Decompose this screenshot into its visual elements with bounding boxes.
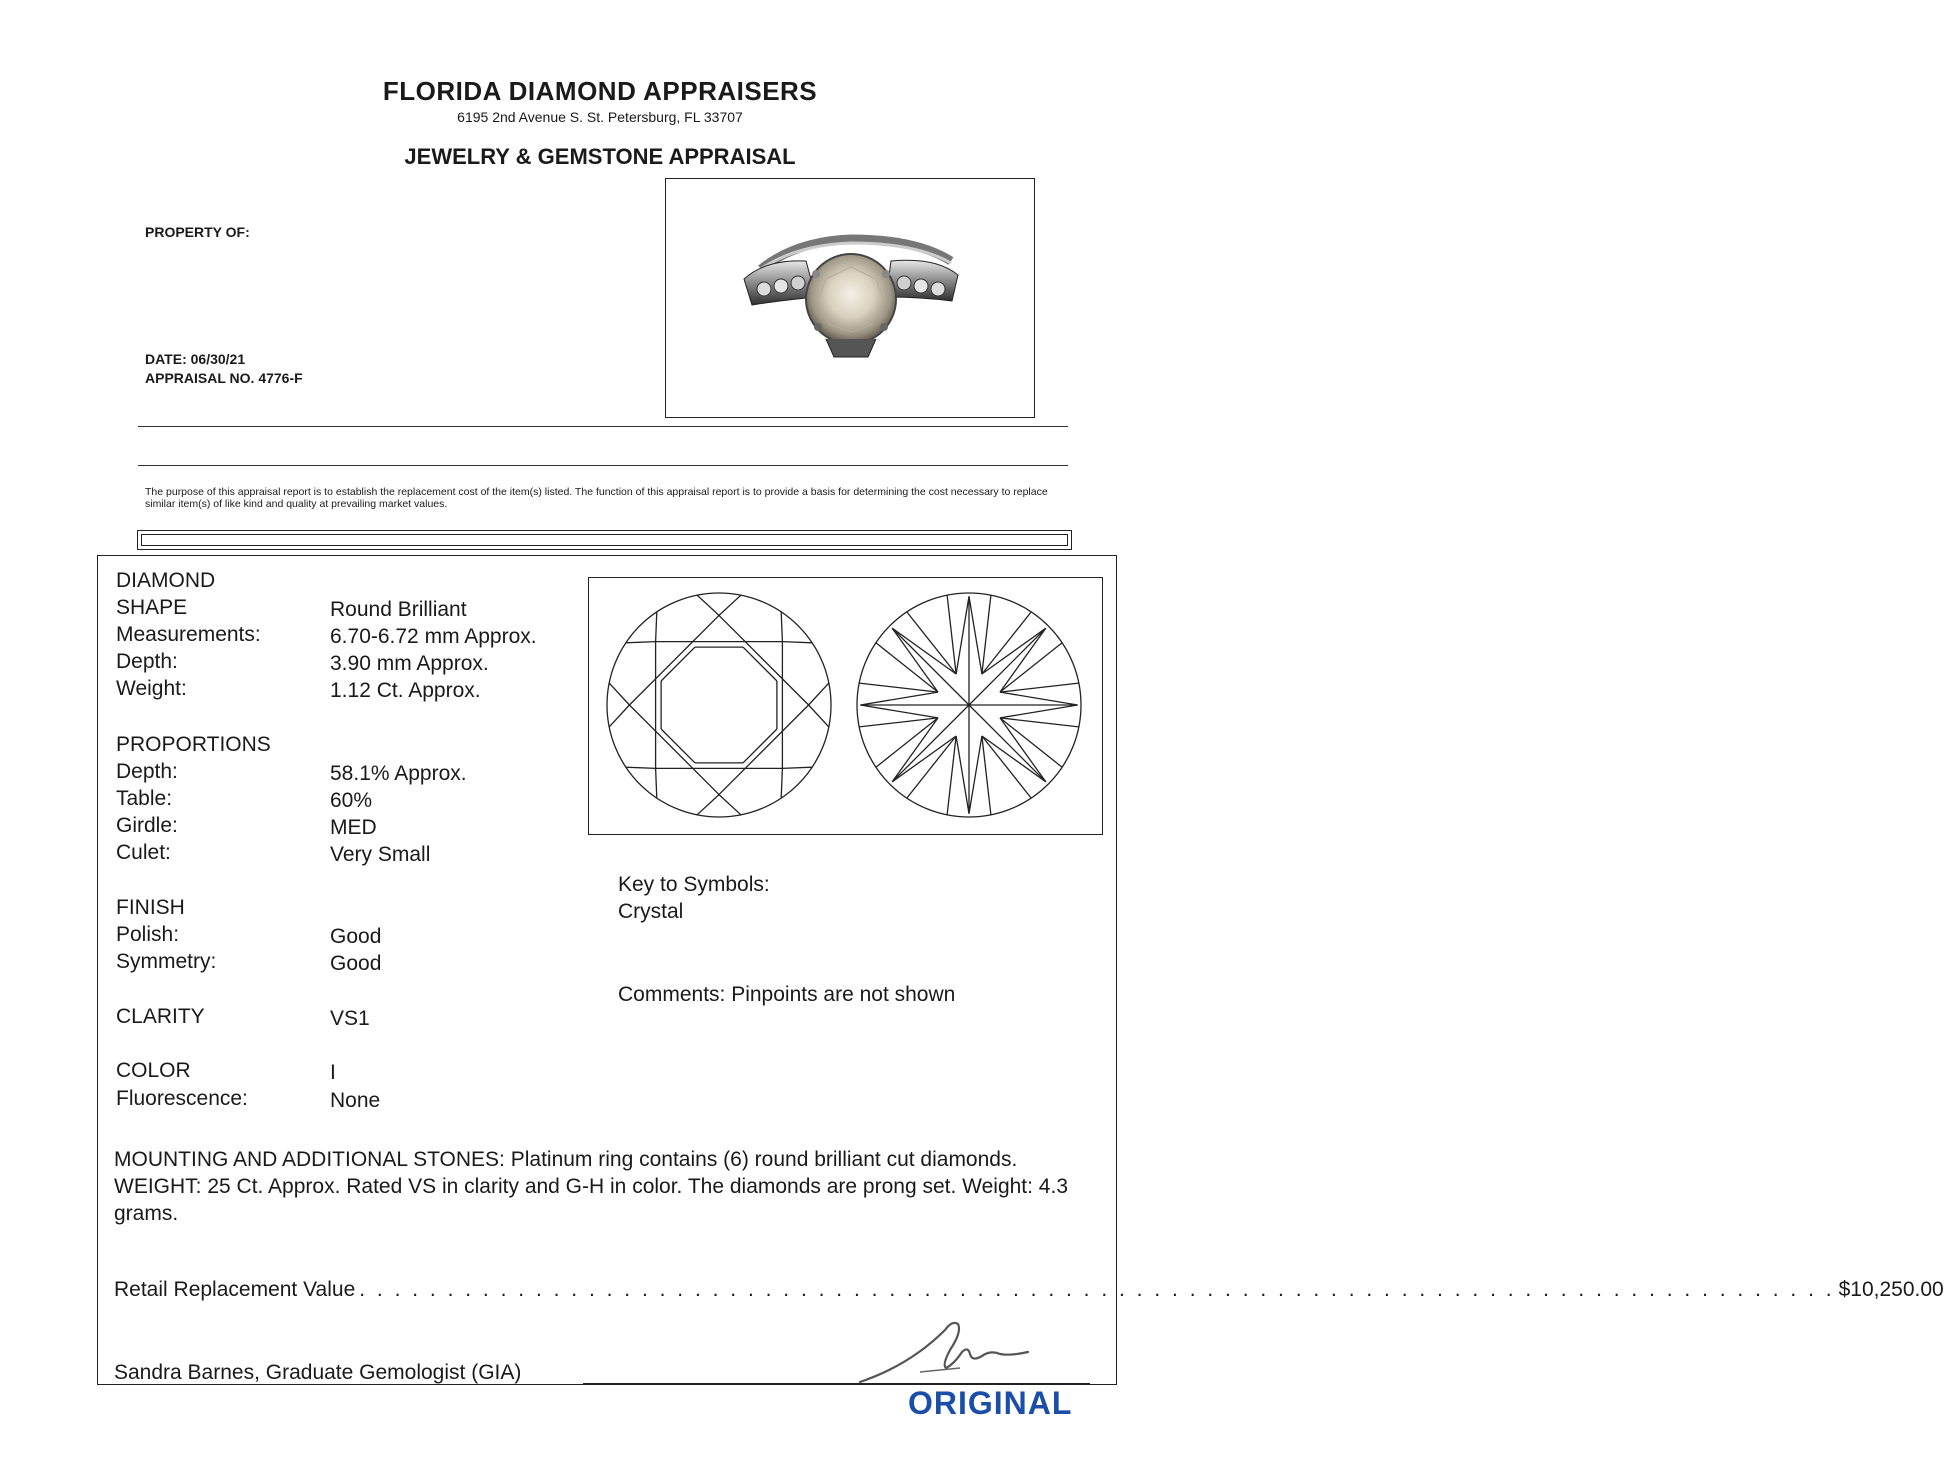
key-item-crystal: Crystal [618,900,684,923]
crown-view [607,593,831,817]
rule-line-1 [138,426,1068,427]
weight-label: Weight: [116,677,187,700]
culet-label: Culet: [116,841,171,864]
fluorescence-value: None [330,1089,381,1112]
shape-value: Round Brilliant [330,598,467,621]
key-title: Key to Symbols: [618,873,770,896]
table-value: 60% [330,789,373,812]
weight-value: 1.12 Ct. Approx. [330,679,481,702]
girdle-value: MED [330,816,377,839]
diamond-depth-label: Depth: [116,650,178,673]
facet-diagram-frame [588,577,1103,835]
pavilion-view [857,593,1081,817]
property-of-label: PROPERTY OF: [145,224,250,240]
measurements-label: Measurements: [116,623,261,646]
dot-leader: . . . . . . . . . . . . . . . . . . . . . . . . . . . . . . . . . . . . . . . . . . . . . . . . . . . . . . . . . . . . . . . . . . . . . . . . . . . . . . . . . . . . [359,1278,1835,1301]
symmetry-value: Good [330,952,382,975]
purpose-statement: The purpose of this appraisal report is to establish the replacement cost of the item(s) listed. The function of this appraisal report is to provide a basis for determining the cost necessary to replace similar item(s) of like kind and quality at prevailing market values. [145,486,1048,510]
appraiser-name: Sandra Barnes, Graduate Gemologist (GIA) [114,1361,522,1384]
girdle-label: Girdle: [116,814,178,837]
appraisal-number-line [145,370,303,386]
clarity-label: CLARITY [116,1005,205,1028]
appraisal-number-label: APPRAISAL NO. [145,370,255,386]
finish-heading: FINISH [116,896,185,919]
diamond-heading: DIAMOND [116,569,216,592]
proportion-depth-label: Depth: [116,760,178,783]
clarity-value: VS1 [330,1007,370,1030]
appraisal-number-value: 4776-F [258,370,303,386]
symmetry-label: Symmetry: [116,950,217,973]
proportion-depth-value: 58.1% Approx. [330,762,467,785]
polish-value: Good [330,925,382,948]
date-label: DATE: [145,351,187,367]
measurements-value: 6.70-6.72 mm Approx. [330,625,537,648]
comments: Comments: Pinpoints are not shown [618,983,956,1006]
table-label: Table: [116,787,173,810]
retail-value-line [114,1277,1944,1303]
retail-label: Retail Replacement Value [114,1278,356,1301]
diamond-depth-value: 3.90 mm Approx. [330,652,489,675]
culet-value: Very Small [330,843,431,866]
ring-photo [666,179,1033,416]
retail-value: $10,250.00 [1838,1278,1944,1301]
company-name: FLORIDA DIAMOND APPRAISERS [382,76,818,106]
ring-photo-frame [665,178,1035,418]
decorative-bar [137,530,1072,550]
shape-label: SHAPE [116,596,188,619]
document-title: JEWELRY & GEMSTONE APPRAISAL [404,144,796,169]
fluorescence-label: Fluorescence: [116,1087,248,1110]
color-value: I [330,1061,336,1084]
proportions-heading: PROPORTIONS [116,733,271,756]
company-address: 6195 2nd Avenue S. St. Petersburg, FL 33707 [457,109,743,125]
date-value: 06/30/21 [190,351,246,367]
rule-line-2 [138,465,1068,466]
color-label: COLOR [116,1059,191,1082]
date-line [145,351,245,367]
mounting-description: MOUNTING AND ADDITIONAL STONES: Platinum ring contains (6) round brilliant cut diamonds. WEIGHT: 25 Ct. Approx. Rated VS in clarity and G-H in color. The diamonds are prong set. Weight: 4.3 grams. [114,1148,1069,1225]
handwritten-signature [850,1310,1040,1390]
original-stamp: ORIGINAL [908,1385,1073,1421]
facet-diagram [589,578,1101,833]
polish-label: Polish: [116,923,180,946]
